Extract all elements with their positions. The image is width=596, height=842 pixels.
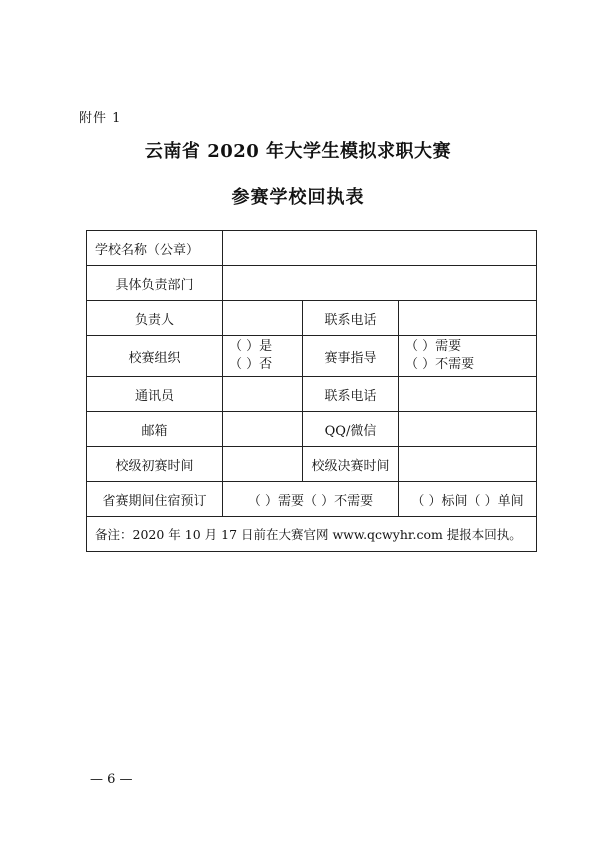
table-row xyxy=(87,266,537,301)
page-number: — 6 — xyxy=(90,772,133,787)
prelim-time-label: 校级初赛时间 xyxy=(87,447,223,482)
email-label: 邮箱 xyxy=(87,412,223,447)
guidance-need-option[interactable]: （ ）需要 xyxy=(405,339,462,354)
guidance-options[interactable] xyxy=(399,336,537,377)
table-row xyxy=(87,482,537,517)
room-options[interactable]: （ ）标间（ ）单间 xyxy=(399,482,537,517)
accommodation-label: 省赛期间住宿预订 xyxy=(87,482,223,517)
table-row xyxy=(87,336,537,377)
guidance-label: 赛事指导 xyxy=(303,336,399,377)
table-row xyxy=(87,447,537,482)
final-time-field[interactable] xyxy=(399,447,537,482)
page-subtitle: 参赛学校回执表 xyxy=(231,187,365,208)
qq-wechat-label: QQ/微信 xyxy=(303,412,399,447)
attachment-label: 附件 1 xyxy=(79,111,122,126)
correspondent-field[interactable] xyxy=(223,377,303,412)
school-name-label: 学校名称（公章） xyxy=(87,231,223,266)
email-field[interactable] xyxy=(223,412,303,447)
contact-phone-label: 联系电话 xyxy=(303,301,399,336)
prelim-time-field[interactable] xyxy=(223,447,303,482)
contact-phone-field[interactable] xyxy=(399,301,537,336)
table-row xyxy=(87,517,537,552)
department-label: 具体负责部门 xyxy=(87,266,223,301)
contact-phone-2-label: 联系电话 xyxy=(303,377,399,412)
table-row xyxy=(87,301,537,336)
page-title: 云南省 2020 年大学生模拟求职大赛 xyxy=(144,141,452,162)
person-in-charge-label: 负责人 xyxy=(87,301,223,336)
receipt-form-table xyxy=(86,230,537,552)
accommodation-options[interactable]: （ ）需要（ ）不需要 xyxy=(223,482,399,517)
campus-org-options[interactable] xyxy=(223,336,303,377)
contact-phone-2-field[interactable] xyxy=(399,377,537,412)
campus-org-no-option[interactable]: （ ）否 xyxy=(229,357,273,372)
final-time-label: 校级决赛时间 xyxy=(303,447,399,482)
table-row xyxy=(87,231,537,266)
department-field[interactable] xyxy=(223,266,537,301)
correspondent-label: 通讯员 xyxy=(87,377,223,412)
table-row xyxy=(87,412,537,447)
person-in-charge-field[interactable] xyxy=(223,301,303,336)
qq-wechat-field[interactable] xyxy=(399,412,537,447)
campus-org-yes-option[interactable]: （ ）是 xyxy=(229,339,273,354)
table-row xyxy=(87,377,537,412)
campus-org-label: 校赛组织 xyxy=(87,336,223,377)
guidance-no-need-option[interactable]: （ ）不需要 xyxy=(405,357,475,372)
school-name-field[interactable] xyxy=(223,231,537,266)
note: 备注：2020 年 10 月 17 日前在大赛官网 www.qcwyhr.com 提报本回执。 xyxy=(87,517,537,552)
